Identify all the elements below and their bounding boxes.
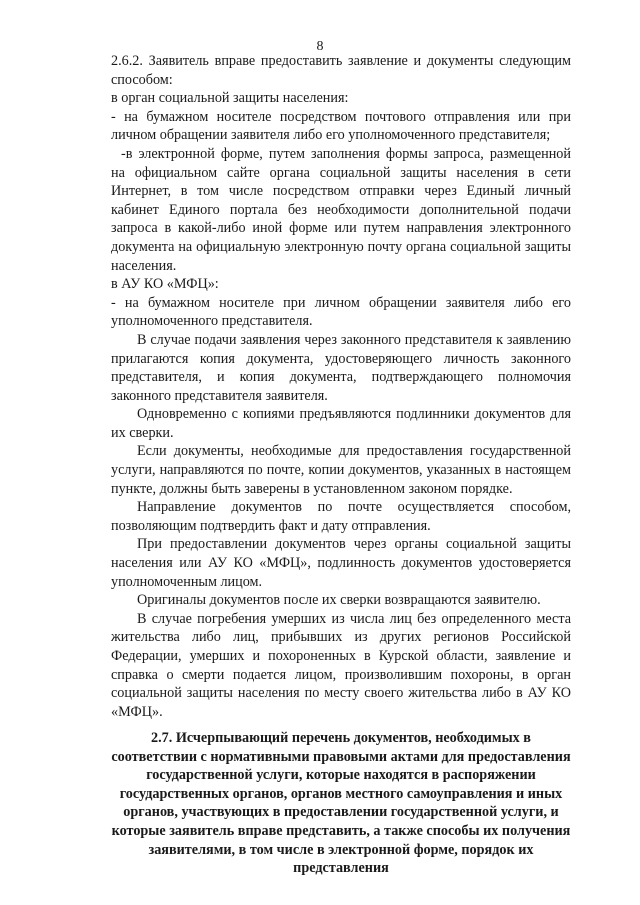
document-body: [111, 52, 571, 721]
page-number: 8: [316, 39, 324, 54]
paragraph-originals-returned: Оригиналы документов после их сверки возвращаются заявителю.: [137, 592, 541, 609]
paragraph-originals-check: Одновременно с копиями предъявляются подлинники документов для их сверки.: [111, 406, 571, 441]
paragraph-legal-representative: В случае подачи заявления через законного представителя к заявлению прилагаются копия документа, удостоверяющего личность законного представителя, и копия документа, подтверждающего полномочия законного представителя заявителя.: [111, 331, 571, 404]
paragraph-postal-documents: Если документы, необходимые для предоставления государственной услуги, направляются по почте, копии документов, указанных в настоящем пункте, должны быть заверены в установленном законом порядке.: [111, 443, 571, 497]
paragraph-mfc-paper: - на бумажном носителе при личном обращении заявителя либо его уполномоченного представителя.: [111, 294, 571, 330]
paragraph-2-6-2: 2.6.2. Заявитель вправе предоставить заявление и документы следующим способом:: [111, 53, 571, 88]
paragraph-authenticity: При предоставлении документов через органы социальной защиты населения или АУ КО «МФЦ», подлинность документов удостоверяется уполномоченным лицом.: [111, 536, 571, 590]
paragraph-postal-confirmation: Направление документов по почте осуществляется способом, позволяющим подтвердить факт и дату отправления.: [111, 499, 571, 534]
section-heading-2-7: 2.7. Исчерпывающий перечень документов, необходимых в соответствии с нормативными правовыми актами для предоставления государственной услуги, которые находятся в распоряжении государственных органов, органов местного самоуправления и иных органов, участвующих в предоставлении государственной услуги, и которые заявитель вправе представить, а также способы их получения заявителями, в том числе в электронной форме, порядок их представления: [111, 730, 571, 877]
paragraph-mfc-intro: в АУ КО «МФЦ»:: [111, 276, 219, 293]
paragraph-burial-case: В случае погребения умерших из числа лиц без определенного места жительства либо лиц, прибывших из других регионов Российской Федерации, умерших и похороненных в Курской области, заявление и справка о смерти подается лицом, произволившим похороны, в орган социальной защиты населения по месту своего жительства либо в АУ КО «МФЦ».: [111, 610, 571, 720]
paragraph-paper-postal: - на бумажном носителе посредством почтового отправления или при личном обращении заявителя либо его уполномоченного представителя;: [111, 108, 571, 144]
paragraph-electronic-form: -в электронной форме, путем заполнения формы запроса, размещенной на официальном сайте органа социальной защиты населения в сети Интернет, в том числе посредством отправки через Единый личный кабинет Единого портала без необходимости дополнительной подачи запроса в какой-либо иной форме или путем направления электронного документа на официальную электронную почту органа социальной защиты населения.: [111, 145, 571, 274]
paragraph-social-protection-intro: в орган социальной защиты населения:: [111, 90, 349, 107]
